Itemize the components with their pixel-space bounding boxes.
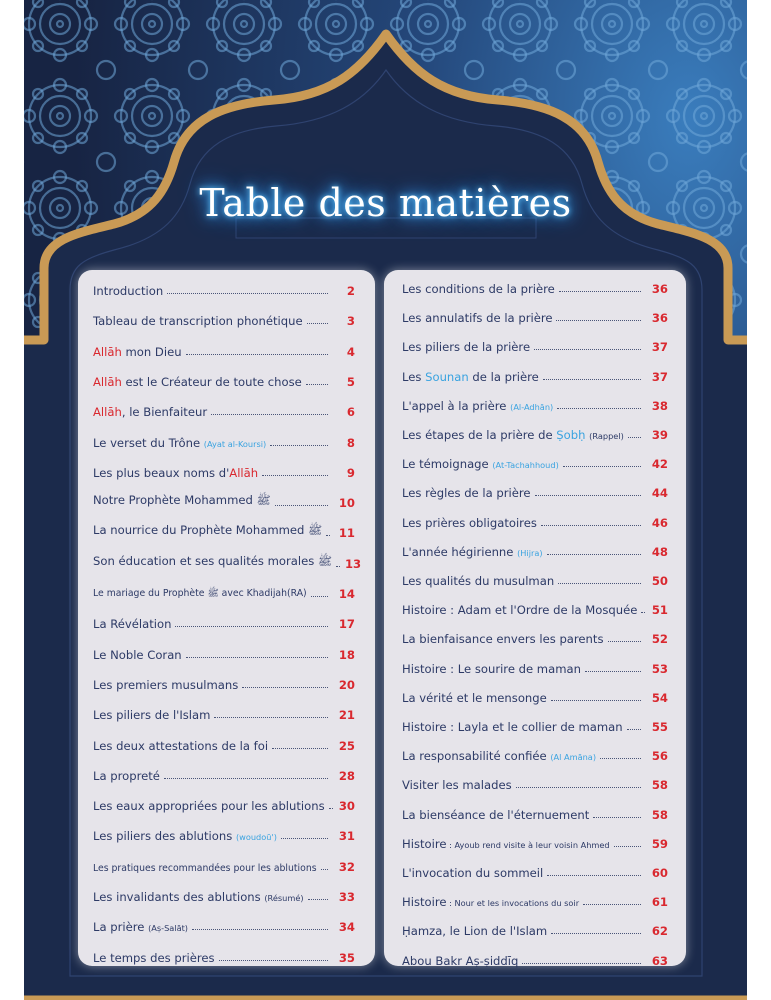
dot-leader bbox=[311, 596, 328, 597]
toc-page-number: 62 bbox=[651, 924, 668, 939]
toc-page-number: 30 bbox=[338, 799, 355, 814]
dot-leader bbox=[326, 535, 330, 536]
toc-entry-title-part: L'appel à la prière bbox=[402, 398, 511, 413]
toc-entry bbox=[93, 369, 355, 389]
toc-entry-title bbox=[402, 516, 537, 530]
dot-leader bbox=[336, 566, 340, 567]
dot-leader bbox=[608, 641, 642, 642]
toc-entry bbox=[93, 308, 355, 328]
dot-leader bbox=[547, 554, 641, 555]
toc-entry-title bbox=[402, 399, 553, 413]
toc-page-number: 20 bbox=[338, 677, 355, 692]
toc-entry bbox=[402, 393, 668, 413]
toc-entry-title-part: Les eaux appropriées pour les ablutions bbox=[93, 799, 325, 814]
toc-entry-title-part: (Résumé) bbox=[264, 893, 304, 903]
toc-entry-title-part: La vérité et le mensonge bbox=[402, 690, 547, 705]
toc-page-number: 55 bbox=[651, 720, 668, 734]
toc-entry-title-part: Les premiers musulmans bbox=[93, 677, 239, 692]
toc-entry-title bbox=[402, 691, 547, 705]
toc-page-number: 4 bbox=[346, 344, 355, 359]
toc-entry-title-part: Les invalidants des ablutions bbox=[93, 890, 265, 904]
toc-entry-title bbox=[402, 954, 518, 968]
toc-entry-title bbox=[402, 574, 554, 588]
toc-entry-title bbox=[402, 866, 543, 880]
dot-leader bbox=[175, 626, 328, 627]
toc-entry-title-part: La prière bbox=[93, 920, 149, 935]
toc-entry-title-part: Les étapes de la prière de bbox=[402, 428, 557, 442]
toc-entry-title-part: Histoire bbox=[402, 895, 447, 910]
toc-entry-title bbox=[93, 951, 215, 965]
toc-entry-title bbox=[93, 648, 182, 662]
toc-entry bbox=[93, 672, 355, 692]
dot-leader bbox=[262, 475, 328, 476]
toc-entry bbox=[402, 685, 668, 705]
dot-leader bbox=[557, 408, 641, 409]
toc-entry-title-part: , le Bienfaiteur bbox=[121, 405, 208, 420]
toc-page-number: 54 bbox=[651, 690, 668, 705]
toc-page-number: 46 bbox=[651, 515, 668, 530]
dot-leader bbox=[600, 758, 641, 759]
toc-entry-title bbox=[93, 739, 268, 753]
dot-leader bbox=[329, 808, 333, 809]
toc-entry bbox=[93, 702, 355, 722]
toc-entry-title-part: (Aṣ-Salāt) bbox=[148, 923, 188, 934]
toc-entry bbox=[402, 451, 668, 471]
dot-leader bbox=[614, 846, 641, 847]
toc-entry bbox=[93, 520, 355, 540]
toc-page-number: 53 bbox=[651, 661, 668, 676]
toc-page-number: 9 bbox=[346, 465, 355, 480]
toc-entry-title bbox=[402, 545, 543, 559]
toc-entry bbox=[93, 339, 355, 359]
dot-leader bbox=[543, 379, 641, 380]
dot-leader bbox=[281, 838, 328, 839]
dot-leader bbox=[627, 729, 641, 730]
toc-page-number: 48 bbox=[651, 544, 668, 559]
dot-leader bbox=[559, 291, 641, 292]
toc-entry-title-part: Notre Prophète Mohammed ﷺ bbox=[93, 493, 271, 508]
toc-page-number: 36 bbox=[651, 282, 668, 296]
toc-entry-title-part: Les prières obligatoires bbox=[402, 515, 537, 530]
toc-entry-title bbox=[93, 799, 325, 813]
toc-entry bbox=[402, 597, 668, 617]
toc-entry-title-part: Histoire : Le sourire de maman bbox=[402, 661, 581, 676]
toc-entry bbox=[93, 581, 355, 601]
dot-leader bbox=[192, 929, 328, 930]
toc-entry-title-part: Sounan bbox=[425, 369, 469, 384]
toc-page-number: 58 bbox=[651, 807, 668, 822]
toc-entry-title-part: Les règles de la prière bbox=[402, 486, 531, 501]
toc-entry bbox=[402, 948, 668, 968]
dot-leader bbox=[275, 505, 328, 506]
dot-leader bbox=[306, 384, 328, 385]
dot-leader bbox=[585, 671, 641, 672]
dot-leader bbox=[219, 960, 328, 961]
toc-entry-title-part: (Rappel) bbox=[589, 431, 624, 441]
toc-page-number: 39 bbox=[651, 428, 668, 442]
toc-page-number: 14 bbox=[338, 587, 355, 601]
toc-page-number: 61 bbox=[651, 895, 668, 910]
dot-leader bbox=[272, 748, 328, 749]
toc-entry-title-part: Les piliers de l'Islam bbox=[93, 708, 211, 723]
toc-entry bbox=[402, 510, 668, 530]
toc-entry bbox=[93, 854, 355, 874]
dot-leader bbox=[535, 495, 641, 496]
dot-leader bbox=[307, 323, 328, 324]
toc-entry-title-part: (Ayat al-Koursi) bbox=[203, 438, 267, 449]
toc-page bbox=[24, 0, 747, 1000]
toc-entry-title-part: Abou Bakr Aṣ-ṣiddīq bbox=[402, 953, 519, 968]
toc-entry-title bbox=[93, 769, 160, 783]
toc-entry-title-part: Introduction bbox=[93, 284, 164, 298]
dot-leader bbox=[628, 437, 641, 438]
dot-leader bbox=[522, 963, 641, 964]
toc-entry-title-part: Tableau de transcription phonétique bbox=[93, 314, 303, 329]
toc-entry-title-part: Allāh bbox=[229, 465, 259, 480]
toc-entry-title-part: Allāh bbox=[93, 405, 122, 420]
toc-entry bbox=[402, 860, 668, 880]
toc-entry-title bbox=[402, 457, 559, 471]
toc-page-number: 42 bbox=[651, 457, 668, 472]
toc-entry bbox=[93, 763, 355, 783]
toc-entry-title-part: : Ayoub rend visite à leur voisin Ahmed bbox=[446, 839, 610, 850]
toc-entry-title-part: L'année hégirienne bbox=[402, 544, 518, 559]
toc-entry bbox=[402, 714, 668, 734]
toc-page-number: 38 bbox=[651, 398, 668, 413]
toc-page-number: 17 bbox=[338, 617, 355, 632]
toc-page-number: 34 bbox=[338, 920, 355, 935]
toc-entry-title-part: mon Dieu bbox=[121, 344, 182, 359]
toc-entry-title-part: La bienfaisance envers les parents bbox=[402, 632, 604, 647]
toc-entry-title-part: : Nour et les invocations du soir bbox=[446, 898, 580, 909]
toc-entry bbox=[93, 884, 355, 904]
toc-entry-title-part: Allāh bbox=[93, 374, 122, 389]
toc-page-number: 3 bbox=[346, 314, 355, 329]
dot-leader bbox=[164, 778, 328, 779]
dot-leader bbox=[534, 349, 641, 350]
toc-page-number: 56 bbox=[651, 749, 668, 764]
toc-entry-title bbox=[93, 436, 266, 450]
toc-entry-title bbox=[93, 587, 307, 601]
toc-entry-title-part: Son éducation et ses qualités morales ﷺ bbox=[93, 553, 332, 568]
dot-leader bbox=[593, 817, 641, 818]
toc-entry-title-part: L'invocation du sommeil bbox=[402, 866, 544, 880]
toc-entry bbox=[93, 823, 355, 843]
dot-leader bbox=[547, 875, 641, 876]
toc-entry bbox=[402, 276, 668, 296]
toc-entry bbox=[93, 278, 355, 298]
toc-page-number: 50 bbox=[651, 574, 668, 588]
dot-leader bbox=[167, 293, 328, 294]
toc-entry-title bbox=[402, 895, 579, 909]
toc-entry-title-part: Les pratiques recommandées pour les ablutions bbox=[93, 862, 317, 874]
toc-entry-title-part: Histoire bbox=[402, 836, 447, 851]
dot-leader bbox=[242, 687, 328, 688]
toc-entry-title-part: La nourrice du Prophète Mohammed ﷺ bbox=[93, 523, 323, 538]
dot-leader bbox=[551, 700, 641, 701]
toc-page-number: 51 bbox=[651, 603, 668, 618]
toc-entry bbox=[402, 918, 668, 938]
toc-entry bbox=[93, 793, 355, 813]
toc-entry-title bbox=[93, 284, 163, 298]
toc-entry bbox=[93, 642, 355, 662]
toc-entry-title-part: La bienséance de l'éternuement bbox=[402, 807, 590, 822]
toc-entry-title bbox=[93, 375, 302, 389]
toc-entry-title bbox=[402, 778, 512, 792]
toc-entry-title bbox=[402, 924, 547, 938]
toc-entry-title bbox=[402, 632, 604, 646]
toc-entry-title-part: Le temps des prières bbox=[93, 950, 215, 965]
toc-page-number: 8 bbox=[346, 435, 355, 450]
dot-leader bbox=[558, 583, 641, 584]
toc-entry-title-part: Les piliers des ablutions bbox=[93, 829, 236, 844]
toc-entry-title bbox=[402, 428, 624, 442]
toc-page-number: 35 bbox=[338, 950, 355, 965]
toc-entry bbox=[93, 914, 355, 934]
toc-entry bbox=[402, 568, 668, 588]
toc-page-number: 6 bbox=[346, 405, 355, 420]
toc-entry bbox=[93, 399, 355, 419]
toc-entry bbox=[402, 422, 668, 442]
toc-entry bbox=[93, 551, 362, 571]
toc-entry-title bbox=[93, 863, 317, 874]
toc-entry bbox=[402, 364, 668, 384]
toc-entry-title bbox=[93, 523, 322, 540]
toc-entry bbox=[402, 802, 668, 822]
toc-entry-title bbox=[402, 808, 589, 822]
dot-leader bbox=[186, 657, 328, 658]
toc-entry-title-part: (Hijra) bbox=[517, 547, 543, 558]
toc-entry-title bbox=[93, 314, 303, 328]
dot-leader bbox=[270, 445, 328, 446]
toc-entry-title-part: (Al Amāna) bbox=[550, 752, 597, 763]
toc-entry bbox=[402, 656, 668, 676]
toc-entry bbox=[93, 733, 355, 753]
toc-entry bbox=[93, 460, 355, 480]
dot-leader bbox=[211, 414, 328, 415]
toc-entry-title-part: Le verset du Trône bbox=[93, 435, 204, 450]
toc-card-left bbox=[78, 270, 375, 966]
toc-entry-title bbox=[402, 837, 610, 851]
toc-page-number: 2 bbox=[346, 284, 355, 298]
toc-entry-title-part: de la prière bbox=[468, 369, 539, 384]
toc-page-number: 32 bbox=[338, 859, 355, 874]
toc-page-number: 10 bbox=[338, 496, 355, 511]
toc-entry-title-part: Les qualités du musulman bbox=[402, 574, 555, 588]
toc-entry-title bbox=[93, 890, 304, 904]
toc-entry-title bbox=[93, 554, 332, 571]
toc-entry bbox=[93, 490, 355, 510]
toc-card-right bbox=[384, 270, 686, 966]
toc-entry-title-part: La propreté bbox=[93, 768, 160, 783]
dot-leader bbox=[516, 787, 641, 788]
toc-entry-title-part: Les bbox=[402, 369, 426, 384]
toc-entry-title-part: (Al-Adhān) bbox=[510, 401, 554, 412]
dot-leader bbox=[583, 904, 641, 905]
toc-page-number: 13 bbox=[344, 556, 362, 571]
toc-page-number: 36 bbox=[651, 311, 668, 326]
toc-entry-title bbox=[402, 603, 637, 617]
toc-entry-title-part: Les piliers de la prière bbox=[402, 340, 531, 355]
toc-entry bbox=[402, 831, 668, 851]
toc-entry-title-part: Ḥamza, le Lion de l'Islam bbox=[402, 924, 548, 939]
dot-leader bbox=[641, 612, 645, 613]
toc-page-number: 52 bbox=[651, 632, 668, 647]
toc-entry bbox=[93, 945, 355, 965]
toc-page-number: 59 bbox=[651, 836, 668, 851]
toc-entry-title bbox=[402, 486, 531, 500]
toc-entry bbox=[93, 430, 355, 450]
toc-page-number: 21 bbox=[338, 708, 355, 723]
dot-leader bbox=[541, 525, 641, 526]
toc-page-number: 11 bbox=[338, 526, 355, 541]
toc-entry bbox=[402, 889, 668, 909]
toc-entry-title bbox=[402, 662, 581, 676]
toc-entry-title-part: Le Noble Coran bbox=[93, 647, 182, 662]
dot-leader bbox=[308, 899, 328, 900]
toc-entry-title-part: Les annulatifs de la prière bbox=[402, 311, 553, 326]
toc-entry-title bbox=[402, 370, 539, 384]
toc-entry bbox=[402, 743, 668, 763]
toc-entry-title bbox=[93, 920, 188, 934]
page-title: Table des matières bbox=[199, 181, 572, 225]
toc-entry bbox=[402, 480, 668, 500]
toc-entry-title bbox=[402, 749, 596, 763]
toc-entry bbox=[402, 626, 668, 646]
toc-entry bbox=[402, 305, 668, 325]
toc-page-number: 28 bbox=[338, 768, 355, 783]
toc-entry-title bbox=[402, 720, 623, 734]
toc-page-number: 63 bbox=[651, 953, 668, 968]
toc-entry-title-part: Le témoignage bbox=[402, 457, 493, 472]
toc-page-number: 5 bbox=[346, 374, 355, 389]
dot-leader bbox=[321, 869, 328, 870]
toc-entry-title bbox=[402, 311, 552, 325]
dot-leader bbox=[214, 717, 328, 718]
dot-leader bbox=[563, 466, 641, 467]
toc-entry bbox=[402, 772, 668, 792]
toc-entry-title-part: (At-Tachahhoud) bbox=[492, 460, 559, 471]
dot-leader bbox=[186, 354, 328, 355]
toc-entry-title bbox=[93, 466, 258, 480]
toc-entry bbox=[93, 611, 355, 631]
toc-entry-title-part: (woudoū') bbox=[235, 832, 277, 843]
toc-entry-title-part: Le mariage du Prophète ﷺ avec Khadijah(RA) bbox=[93, 588, 307, 599]
toc-entry-title bbox=[93, 829, 277, 843]
toc-entry-title-part: est le Créateur de toute chose bbox=[121, 374, 302, 389]
toc-page-number: 37 bbox=[651, 369, 668, 384]
toc-page-number: 25 bbox=[338, 738, 355, 753]
toc-entry-title bbox=[93, 493, 271, 510]
toc-entry-title bbox=[93, 617, 171, 631]
toc-entry-title-part: Visiter les malades bbox=[402, 778, 512, 793]
toc-page-number: 58 bbox=[651, 778, 668, 793]
toc-page-number: 60 bbox=[651, 866, 668, 880]
toc-entry-title-part: Ṣobḥ bbox=[556, 428, 586, 442]
toc-page-number: 37 bbox=[651, 340, 668, 355]
toc-page-number: 31 bbox=[338, 829, 355, 844]
dot-leader bbox=[556, 320, 641, 321]
toc-page-number: 18 bbox=[338, 647, 355, 662]
toc-entry-title bbox=[93, 708, 210, 722]
toc-entry bbox=[402, 539, 668, 559]
toc-entry-title-part: Histoire : Layla et le collier de maman bbox=[402, 720, 623, 734]
toc-entry-title-part: Les conditions de la prière bbox=[402, 282, 555, 296]
toc-entry-title-part: La Révélation bbox=[93, 617, 172, 632]
toc-entry-title-part: Les plus beaux noms d' bbox=[93, 465, 230, 480]
toc-page-number: 33 bbox=[338, 890, 355, 904]
toc-entry-title-part: Histoire : Adam et l'Ordre de la Mosquée bbox=[402, 603, 638, 618]
toc-page-number: 44 bbox=[651, 486, 668, 501]
toc-entry-title-part: Les deux attestations de la foi bbox=[93, 738, 269, 753]
toc-entry bbox=[402, 334, 668, 354]
toc-entry-title-part: La responsabilité confiée bbox=[402, 749, 551, 764]
dot-leader bbox=[551, 933, 641, 934]
toc-entry-title bbox=[402, 282, 555, 296]
toc-entry-title bbox=[93, 405, 207, 419]
toc-entry-title-part: Allāh bbox=[93, 344, 122, 359]
toc-entry-title bbox=[402, 340, 530, 354]
toc-entry-title bbox=[93, 678, 238, 692]
toc-entry-title bbox=[93, 345, 182, 359]
